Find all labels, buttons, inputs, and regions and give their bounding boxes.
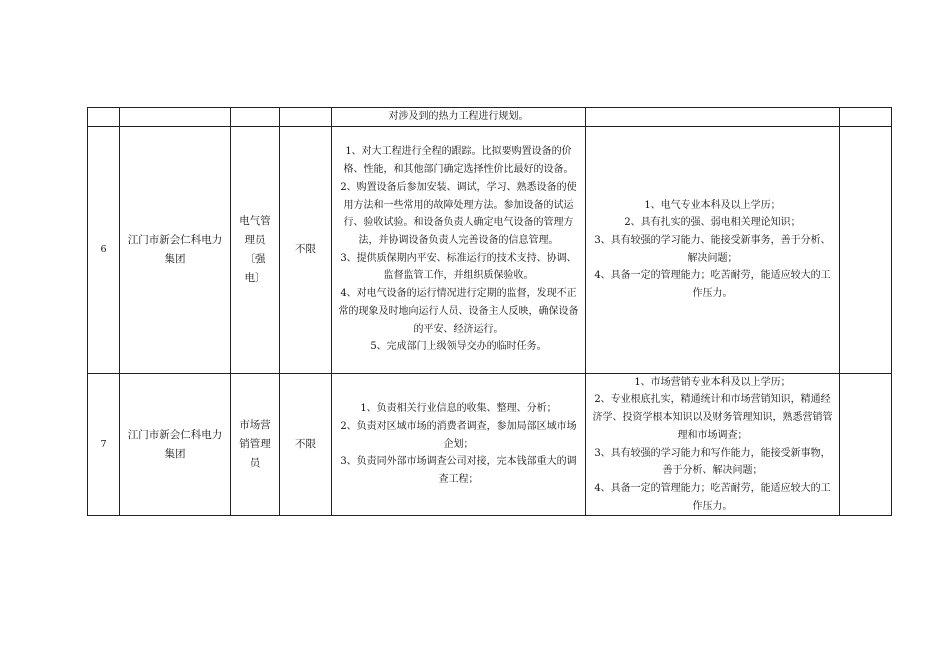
duty-line: 4、对电气设备的运行情况进行定期的监督，发现不正常的现象及时地向运行人员、设备主人反映，确保设备的平安、经济运行。 <box>338 288 579 335</box>
requirement-line: 1、电气专业本科及以上学历； <box>644 199 781 211</box>
requirements-cell <box>586 126 840 373</box>
requirements-cell <box>586 108 840 127</box>
requirement-line: 3、具有较强的学习能力、能接受新事务，善于分析、解决问题； <box>594 235 831 264</box>
row-number: 6 <box>88 126 120 373</box>
note-cell <box>840 108 892 127</box>
requirement-line: 1、市场营销专业本科及以上学历； <box>634 376 791 388</box>
job-table <box>87 107 892 516</box>
row-number <box>88 108 120 127</box>
duties-cell <box>332 126 586 373</box>
table-row <box>88 126 892 373</box>
company-cell: 江门市新会仁科电力集团 <box>120 126 231 373</box>
note-cell <box>840 126 892 373</box>
requirement-line: 2、具有扎实的强、弱电相关理论知识； <box>624 217 801 229</box>
requirement-line: 4、具备一定的管理能力；吃苦耐劳，能适应较大的工作压力。 <box>594 270 831 300</box>
job-title-cell: 市场营销管理员 <box>231 373 280 516</box>
requirement-line: 4、具备一定的管理能力；吃苦耐劳，能适应较大的工作压力。 <box>594 482 831 512</box>
duty-line: 2、负责对区域市场的消费者调查，参加局部区域市场企划； <box>340 420 577 450</box>
company-cell: 江门市新会仁科电力集团 <box>120 373 231 516</box>
requirement-line: 3、具有较强的学习能力和写作能力，能接受新事物，善于分析、解决问题； <box>594 447 831 477</box>
requirement-line: 2、专业根底扎实，精通统计和市场营销知识，精通经济学、投资学根本知识以及财务管理知识，熟悉营销管理和市场调查； <box>592 394 833 441</box>
company-cell <box>120 108 231 127</box>
major-cell <box>280 108 332 127</box>
duty-line: 5、完成部门上级领导交办的临时任务。 <box>370 341 547 353</box>
duty-line: 3、负责同外部市场调查公司对接，完本钱部重大的调查工程； <box>340 456 577 486</box>
requirements-cell <box>586 373 840 516</box>
row-number: 7 <box>88 373 120 516</box>
job-title-cell <box>231 108 280 127</box>
note-cell <box>840 373 892 516</box>
table-row <box>88 373 892 516</box>
duty-line: 对涉及到的热力工程进行规划。 <box>388 111 529 122</box>
duties-cell <box>332 373 586 516</box>
duty-line: 2、购置设备后参加安装、调试，学习、熟悉设备的使用方法和一些常用的故障处理方法。参加设备的试运行、验收试验。和设备负责人确定电气设备的管理方法，并协调设备负责人完善设备的信息管理。 <box>340 181 577 246</box>
major-cell: 不限 <box>280 126 332 373</box>
duty-line: 3、提供质保期内平安、标准运行的技术支持、协调、监督监管工作，并组织质保验收。 <box>340 252 577 282</box>
major-cell: 不限 <box>280 373 332 516</box>
duty-line: 1、负责相关行业信息的收集、整理、分析； <box>360 403 557 415</box>
job-title-cell: 电气管理员〔强电〕 <box>231 126 280 373</box>
duty-line: 1、对大工程进行全程的跟踪。比拟要购置设备的价格、性能，和其他部门确定选择性价比最好的设备。 <box>343 146 574 176</box>
duties-cell <box>332 108 586 127</box>
table-row <box>88 108 892 127</box>
